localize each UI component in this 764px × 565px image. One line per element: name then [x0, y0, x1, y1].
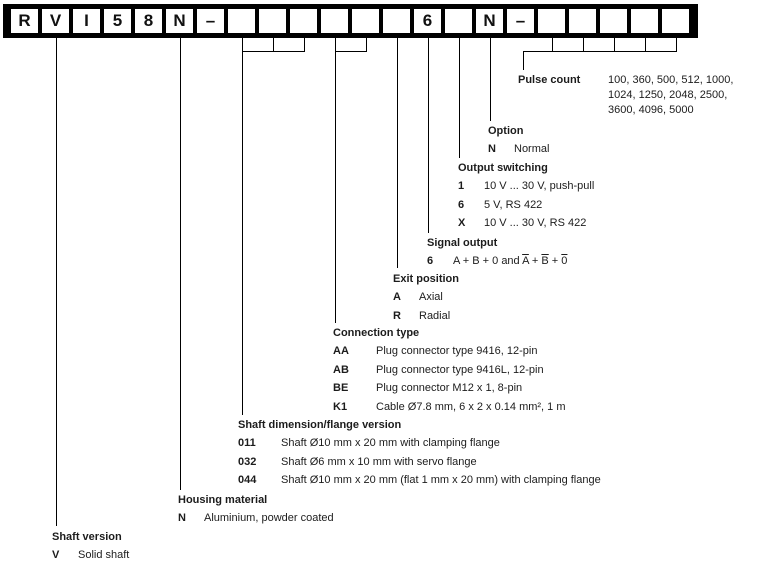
field-exit-position: [393, 272, 459, 327]
connector-pulse-count-stub: [645, 38, 646, 51]
code-box-blank: [290, 9, 317, 33]
option-row-output-switching-X: [458, 216, 594, 234]
connector-pulse-count-stub: [614, 38, 615, 51]
option-text: A + B + 0 and $\overline{A} + \overline{B} + 0$: [453, 255, 568, 268]
field-output-switching: [458, 161, 594, 235]
code-box-–: –: [507, 9, 534, 33]
option-row-connection-type-AA: [333, 344, 566, 362]
field-signal-output: [427, 236, 567, 273]
option-text: Axial: [419, 291, 443, 304]
option-row-shaft-version-V: [52, 548, 129, 565]
option-key: 6: [458, 198, 465, 211]
option-text: 10 V ... 30 V, RS 422: [484, 217, 587, 230]
field-title-signal-output: Signal output: [427, 237, 498, 249]
connector-connection-type-vertical: [335, 51, 336, 323]
code-box-blank: [445, 9, 472, 33]
field-title-exit-position: Exit position: [393, 273, 459, 285]
option-key: 6: [427, 255, 434, 268]
field-signal-output-rows: [427, 254, 567, 272]
connector-pulse-count-stub: [583, 38, 584, 51]
connector-shaft-dimension-flange-version-vertical: [242, 51, 243, 415]
option-text: 5 V, RS 422: [484, 198, 543, 211]
field-shaft-version: [52, 530, 129, 565]
connector-exit-position-vertical: [397, 38, 398, 268]
field-shaft-version-rows: [52, 548, 129, 565]
option-text: Plug connector type 9416L, 12-pin: [376, 363, 544, 376]
connector-shaft-dimension-flange-version-stub: [273, 38, 274, 51]
field-option: [488, 124, 549, 161]
field-shaft-dimension-flange-version: [238, 418, 601, 492]
option-key: AB: [333, 363, 349, 376]
part-code-bar: [3, 4, 698, 38]
connector-pulse-count-stub: [552, 38, 553, 51]
option-text: 10 V ... 30 V, push-pull: [484, 180, 595, 193]
pulse-count-values-line: 100, 360, 500, 512, 1000,: [608, 74, 734, 86]
connector-shaft-dimension-flange-version-stub: [304, 38, 305, 51]
option-row-housing-material-N: [178, 511, 334, 529]
code-box-8: 8: [135, 9, 162, 33]
connector-pulse-count-stub: [676, 38, 677, 51]
field-option-rows: [488, 142, 549, 160]
option-row-shaft-dimension-flange-version-011: [238, 436, 601, 454]
option-text: Normal: [514, 143, 550, 156]
field-title-shaft-dimension-flange-version: Shaft dimension/flange version: [238, 419, 402, 431]
connector-shaft-dimension-flange-version-horizontal: [242, 51, 305, 52]
connector-housing-material-vertical: [180, 38, 181, 490]
field-connection-type: [333, 326, 566, 418]
option-row-output-switching-6: [458, 198, 594, 216]
field-exit-position-rows: [393, 290, 459, 327]
field-title-connection-type: Connection type: [333, 327, 420, 339]
option-key: N: [488, 143, 496, 156]
overlined-symbol: 0: [561, 255, 568, 268]
connector-connection-type-stub: [335, 38, 336, 51]
option-key: 032: [238, 455, 257, 468]
code-box-blank: [662, 9, 689, 33]
connector-shaft-version-vertical: [56, 38, 57, 526]
option-row-exit-position-R: [393, 309, 459, 327]
connector-output-switching-vertical: [459, 38, 460, 158]
option-key: N: [178, 512, 186, 525]
field-connection-type-rows: [333, 344, 566, 418]
code-box-blank: [259, 9, 286, 33]
code-box-I: I: [73, 9, 100, 33]
connector-pulse-count-horizontal: [523, 51, 677, 52]
code-box-blank: [538, 9, 565, 33]
connector-connection-type-horizontal: [335, 51, 367, 52]
field-title-pulse-count: Pulse count: [518, 74, 581, 86]
field-title-option: Option: [488, 125, 524, 137]
option-text: Shaft Ø10 mm x 20 mm with clamping flange: [281, 437, 500, 450]
code-box-6: 6: [414, 9, 441, 33]
option-key: R: [393, 309, 401, 322]
code-box-blank: [321, 9, 348, 33]
option-row-signal-output-6: [427, 254, 567, 272]
option-text: Plug connector M12 x 1, 8-pin: [376, 382, 523, 395]
option-row-connection-type-AB: [333, 363, 566, 381]
option-text: Cable Ø7.8 mm, 6 x 2 x 0.14 mm², 1 m: [376, 400, 566, 413]
field-title-housing-material: Housing material: [178, 494, 268, 506]
field-housing-material: [178, 493, 334, 530]
field-shaft-dimension-rows: [238, 436, 601, 491]
code-box-blank: [228, 9, 255, 33]
code-box-R: R: [11, 9, 38, 33]
field-pulse-count: [518, 73, 733, 118]
option-key: V: [52, 549, 60, 562]
code-box-blank: [600, 9, 627, 33]
option-row-exit-position-A: [393, 290, 459, 308]
connector-signal-output-vertical: [428, 38, 429, 233]
overlined-symbol: $\overline{A}$: [522, 255, 529, 268]
field-housing-material-rows: [178, 511, 334, 529]
field-title-shaft-version: Shaft version: [52, 531, 122, 543]
option-row-option-N: [488, 142, 549, 160]
option-key: X: [458, 217, 466, 230]
option-text: Solid shaft: [78, 549, 130, 562]
code-box-N: N: [476, 9, 503, 33]
code-box-V: V: [42, 9, 69, 33]
option-row-connection-type-K1: [333, 400, 566, 418]
field-title-output-switching: Output switching: [458, 162, 548, 174]
option-row-connection-type-BE: [333, 381, 566, 399]
option-text: Shaft Ø6 mm x 10 mm with servo flange: [281, 455, 477, 468]
pulse-count-values-line: 1024, 1250, 2048, 2500,: [608, 89, 728, 101]
connector-pulse-count-vertical: [523, 51, 524, 70]
code-box-N: N: [166, 9, 193, 33]
code-box-–: –: [197, 9, 224, 33]
overlined-symbol: $\overline{B}$: [541, 255, 549, 268]
option-key: 011: [238, 437, 256, 450]
option-text: Radial: [419, 309, 451, 322]
option-key: K1: [333, 400, 348, 413]
option-text: Shaft Ø10 mm x 20 mm (flat 1 mm x 20 mm) with clamping flange: [281, 474, 601, 487]
field-output-switching-rows: [458, 179, 594, 234]
option-text: Plug connector type 9416, 12-pin: [376, 345, 538, 358]
connector-connection-type-stub: [366, 38, 367, 51]
connector-option-vertical: [490, 38, 491, 121]
option-row-shaft-dimension-flange-version-044: [238, 473, 601, 491]
option-row-output-switching-1: [458, 179, 594, 197]
option-key: 1: [458, 180, 465, 193]
option-text: Aluminium, powder coated: [204, 512, 334, 525]
option-key: AA: [333, 345, 349, 358]
option-key: A: [393, 291, 401, 304]
option-key: 044: [238, 474, 257, 487]
pulse-count-values-line: 3600, 4096, 5000: [608, 104, 694, 116]
code-box-blank: [569, 9, 596, 33]
code-box-5: 5: [104, 9, 131, 33]
code-box-blank: [352, 9, 379, 33]
option-row-shaft-dimension-flange-version-032: [238, 455, 601, 473]
pulse-count-values: [608, 73, 733, 118]
option-key: BE: [333, 382, 349, 395]
code-box-blank: [631, 9, 658, 33]
code-box-blank: [383, 9, 410, 33]
connector-shaft-dimension-flange-version-stub: [242, 38, 243, 51]
